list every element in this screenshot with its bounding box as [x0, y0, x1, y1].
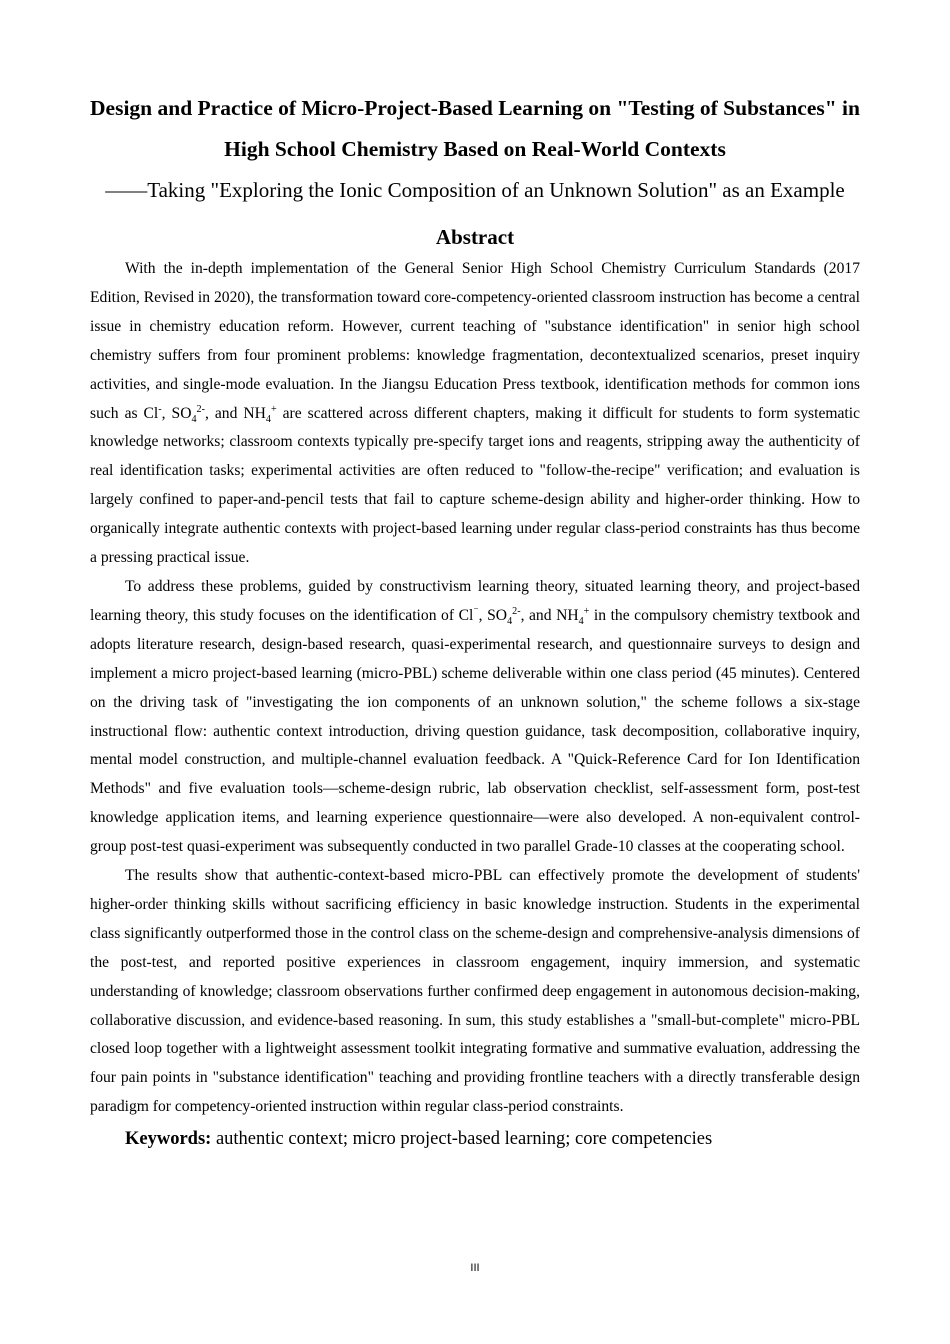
keywords-text: authentic context; micro project-based learning; core competencies	[211, 1129, 713, 1150]
sulfate-subscript: 4	[191, 413, 197, 425]
ammonium-charge: +	[583, 605, 590, 617]
paper-page	[90, 88, 860, 1154]
p2-text-d: in the compulsory chemistry textbook and adopts literature research, design-based research, quasi-experimental research, and questionnaire surveys to design and implement a micro project-based learning (micro-PBL) scheme deliverable within one class period (45 minutes). Centered on the driving task of "investigating the ion components of an unknown solution," the scheme follows a six-stage instructional flow: authentic context introduction, driving question guidance, task decomposition, collaborative inquiry, mental model construction, and multiple-channel evaluation feedback. A "Quick-Reference Card for Ion Identification Methods" and five evaluation tools—scheme-design rubric, lab observation checklist, self-assessment form, post-test knowledge application items, and learning experience questionnaire—were also developed. A non-equivalent control-group post-test quasi-experiment was subsequently conducted in two parallel Grade-10 classes at the cooperating school.	[90, 606, 861, 856]
paper-title: Design and Practice of Micro-Project-Based Learning on "Testing of Substances" in High School Chemistry Based on Real-World Contexts	[90, 96, 860, 161]
chloride-charge: -	[158, 403, 162, 415]
sulfate-subscript: 4	[507, 615, 513, 627]
p1-text-b: , SO	[161, 404, 192, 422]
p2-text-b: , SO	[478, 606, 508, 624]
p1-text-c: , and NH	[204, 404, 266, 422]
sulfate-charge: 2-	[512, 605, 521, 617]
p1-text-a: With the in-depth implementation of the General Senior High School Chemistry Curriculum Standards (2017 Edition, Revised in 2020), the transformation toward core-competency-oriented classroom instruction has become a central issue in chemistry education reform. However, current teaching of "substance identification" in senior high school chemistry suffers from four prominent problems: knowledge fragmentation, decontextualized scenarios, preset inquiry activities, and single-mode evaluation. In the Jiangsu Education Press textbook, identification methods for common ions such as Cl	[90, 260, 860, 422]
keywords-label: Keywords:	[125, 1129, 212, 1150]
page-number: III	[470, 1262, 480, 1274]
p1-text-d: are scattered across different chapters, making it difficult for students to form systematic knowledge networks; classroom contexts typically pre-specify target ions and reagents, stripping away the authenticity of real identification tasks; experimental activities are often reduced to "follow-the-recipe" verification; and evaluation is largely confined to paper-and-pencil tests that fail to capture scheme-design ability and higher-order thinking. How to organically integrate authentic contexts with project-based learning under regular class-period constraints has thus become a pressing practical issue.	[90, 404, 861, 567]
ammonium-subscript: 4	[265, 413, 271, 425]
keywords-line	[90, 1124, 860, 1154]
abstract-paragraph-3: The results show that authentic-context-based micro-PBL can effectively promote the development of students' higher-order thinking skills without sacrificing efficiency in basic knowledge instruction. Students in the experimental class significantly outperformed those in the control class on the scheme-design and comprehensive-analysis dimensions of the post-test, and reported positive experiences in classroom engagement, inquiry immersion, and systematic understanding of knowledge; classroom observations further confirmed deep engagement in autonomous decision-making, collaborative discussion, and evidence-based reasoning. In sum, this study establishes a "small-but-complete" micro-PBL closed loop together with a lightweight assessment toolkit integrating formative and summative evaluation, addressing the four pain points in "substance identification" teaching and providing frontline teachers with a directly transferable design paradigm for competency-oriented instruction within regular class-period constraints.	[90, 867, 860, 1116]
ammonium-subscript: 4	[578, 615, 584, 627]
paper-subtitle: ——Taking "Exploring the Ionic Composition of an Unknown Solution" as an Example	[105, 178, 845, 202]
abstract-paragraph-2	[90, 573, 860, 862]
p2-text-a: To address these problems, guided by constructivism learning theory, situated learning theory, and project-based learning theory, this study focuses on the identification of Cl	[90, 577, 860, 624]
sulfate-charge: 2-	[196, 403, 205, 415]
ammonium-charge: +	[270, 403, 277, 415]
chloride-charge: ⁻	[473, 605, 479, 617]
abstract-heading: Abstract	[435, 225, 515, 249]
p2-text-c: , and NH	[520, 606, 579, 624]
abstract-paragraph-1	[90, 255, 860, 573]
